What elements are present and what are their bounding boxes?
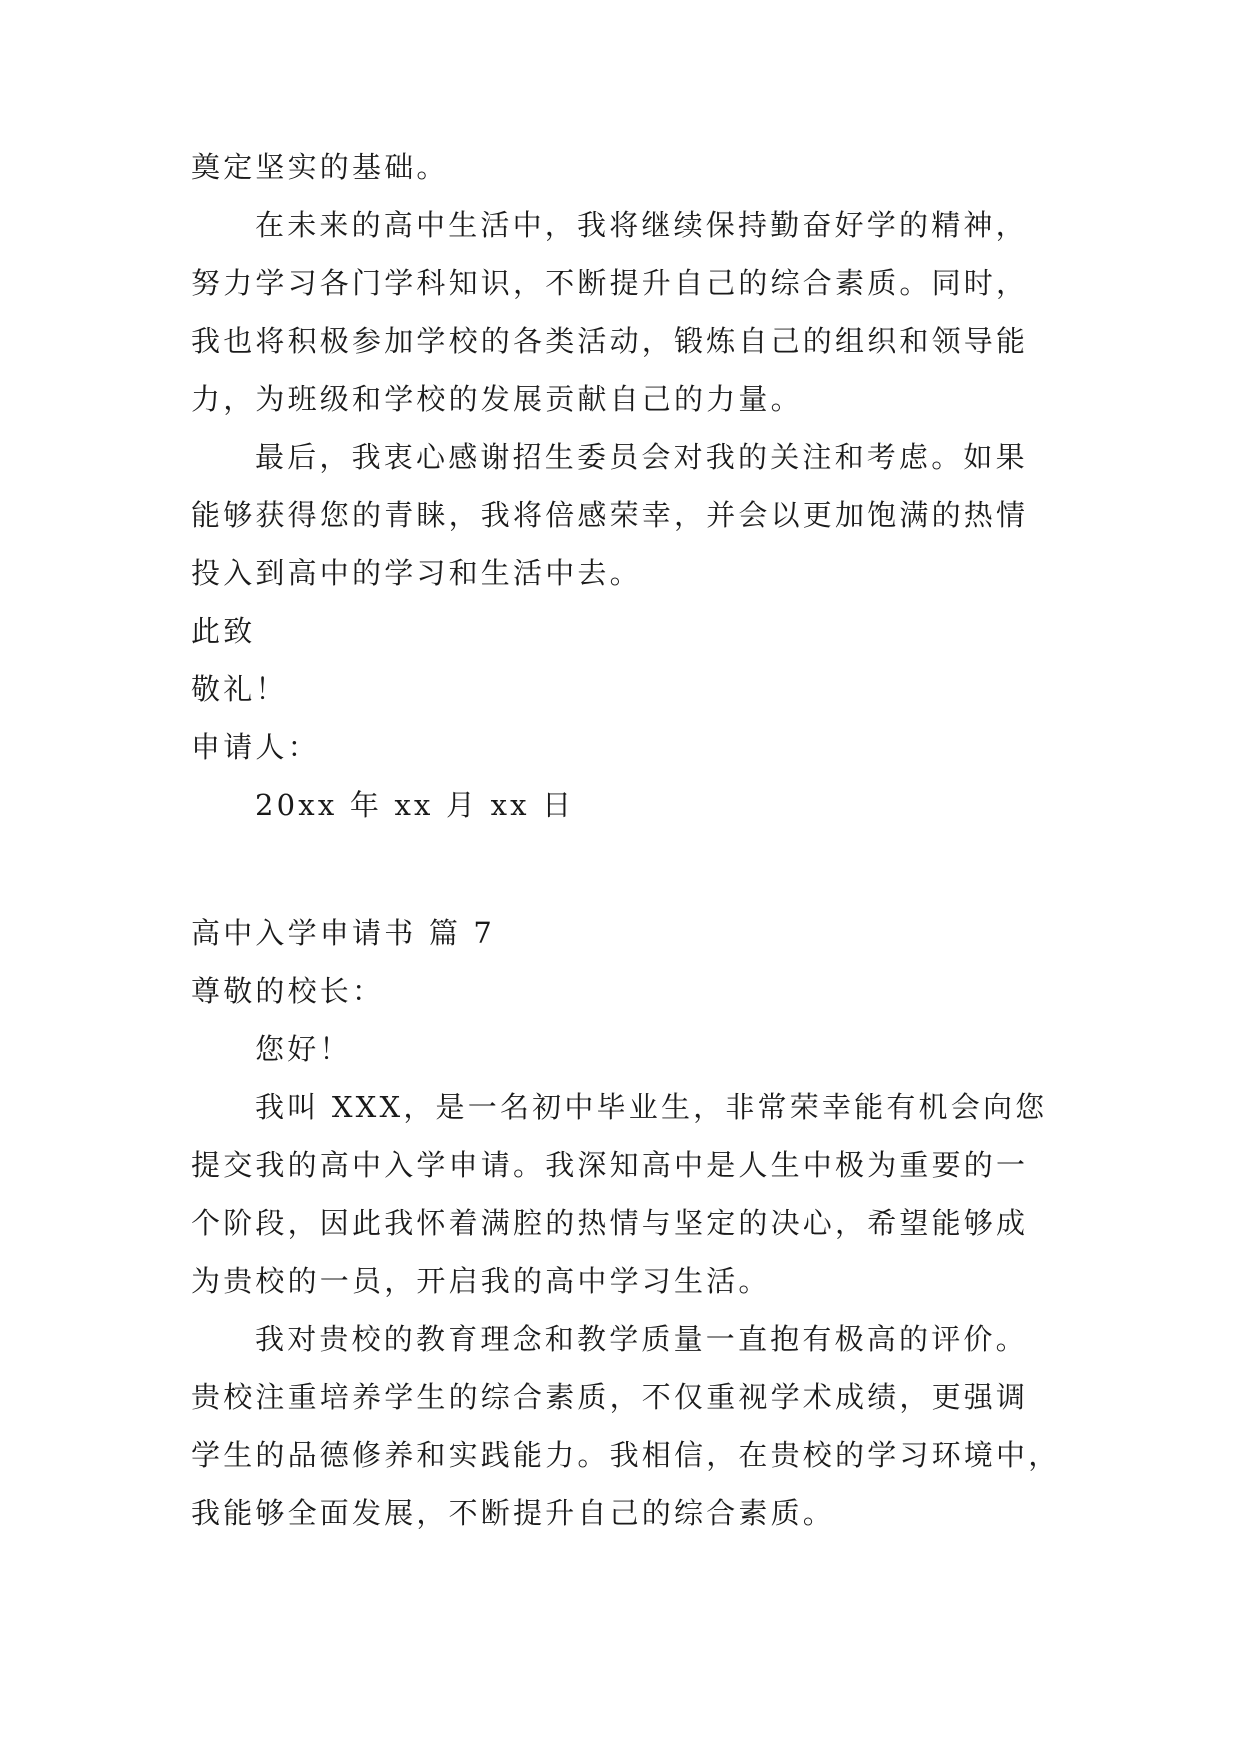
text-line: 贵校注重培养学生的综合素质，不仅重视学术成绩，更强调 [191,1380,1029,1414]
text-line: 在未来的高中生活中，我将继续保持勤奋好学的精神， [255,208,1028,242]
greeting: 您好！ [255,1032,352,1066]
text-line: 提交我的高中入学申请。我深知高中是人生中极为重要的一 [191,1148,1029,1182]
letter-date: 20xx 年 xx 月 xx 日 [255,788,575,822]
text-line: 投入到高中的学习和生活中去。 [191,556,642,590]
text-line: 我叫 XXX，是一名初中毕业生，非常荣幸能有机会向您 [255,1090,1048,1124]
letter-7 [191,904,1071,1542]
text-line: 为贵校的一员，开启我的高中学习生活。 [191,1264,771,1298]
text-line: 个阶段，因此我怀着满腔的热情与坚定的决心，希望能够成 [191,1206,1029,1240]
salutation: 尊敬的校长： [191,974,385,1008]
closing-salute: 敬礼！ [191,672,288,706]
closing-phrase: 此致 [191,614,256,648]
letter-6-ending [191,138,1071,834]
section-title: 高中入学申请书 篇 7 [191,916,496,950]
text-line: 奠定坚实的基础。 [191,150,449,184]
text-line: 能够获得您的青睐，我将倍感荣幸，并会以更加饱满的热情 [191,498,1029,532]
text-line: 我能够全面发展，不断提升自己的综合素质。 [191,1496,836,1530]
text-line: 最后，我衷心感谢招生委员会对我的关注和考虑。如果 [255,440,1028,474]
text-line: 努力学习各门学科知识，不断提升自己的综合素质。同时， [191,266,1029,300]
text-line: 我对贵校的教育理念和教学质量一直抱有极高的评价。 [255,1322,1028,1356]
text-line: 学生的品德修养和实践能力。我相信，在贵校的学习环境中， [191,1438,1061,1472]
text-line: 我也将积极参加学校的各类活动，锻炼自己的组织和领导能 [191,324,1029,358]
applicant-label: 申请人： [191,730,320,764]
text-line: 力，为班级和学校的发展贡献自己的力量。 [191,382,803,416]
